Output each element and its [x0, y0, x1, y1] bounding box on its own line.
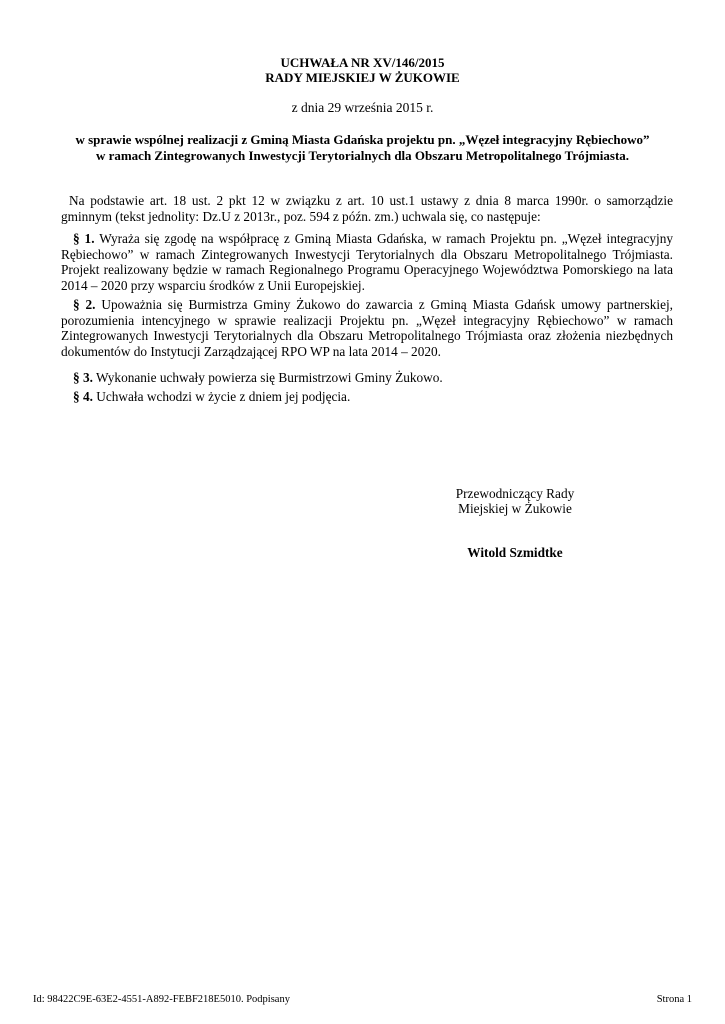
resolution-number: UCHWAŁA NR XV/146/2015: [280, 55, 445, 70]
paragraph-marker: § 4.: [73, 389, 93, 404]
council-name: RADY MIEJSKIEJ W ŻUKOWIE: [265, 70, 460, 85]
page-number-footer: Strona 1: [656, 994, 692, 1005]
paragraph-text: Upoważnia się Burmistrza Gminy Żukowo do zawarcia z Gminą Miasta Gdańsk umowy partnerskiej, porozumienia intencyjnego w sprawie realizacji Projektu pn. „Węzeł integracyjny Rębiechowo” w ramach Zintegrowanych Inwestycji Terytorialnych dla Obszaru Metropolitalnego Trójmiasta oraz złożenia niezbędnych dokumentów do Instytucji Zarządzającej RPO WP na lata 2014 – 2020.: [61, 297, 673, 359]
paragraph-3: [61, 370, 673, 386]
paragraph-4: [61, 389, 673, 405]
paragraph-marker: § 1.: [73, 231, 95, 246]
signatory-name: Witold Szmidtke: [467, 545, 563, 560]
subject-line-1: w sprawie wspólnej realizacji z Gminą Miasta Gdańska projektu pn. „Węzeł integracyjny Rębiechowo”: [75, 132, 650, 147]
paragraph-text: Uchwała wchodzi w życie z dniem jej podjęcia.: [92, 389, 351, 404]
paragraph-1: [61, 231, 673, 293]
resolution-date: z dnia 29 września 2015 r.: [291, 100, 434, 115]
subject-line-2: w ramach Zintegrowanych Inwestycji Terytorialnych dla Obszaru Metropolitalnego Trójmiasta.: [95, 148, 630, 163]
paragraph-marker: § 3.: [73, 370, 93, 385]
signatory-role-line-2: Miejskiej w Żukowie: [458, 501, 572, 516]
paragraph-text: Wyraża się zgodę na współpracę z Gminą Miasta Gdańska, w ramach Projektu pn. „Węzeł integracyjny Rębiechowo” w ramach Zintegrowanych Inwestycji Terytorialnych dla Obszaru Metropolitalnego Trójmiasta. Projekt realizowany będzie w ramach Regionalnego Programu Operacyjnego Województwa Pomorskiego na lata 2014 – 2020 przy wsparciu środków z Unii Europejskiej.: [61, 231, 673, 293]
preamble: Na podstawie art. 18 ust. 2 pkt 12 w związku z art. 10 ust.1 ustawy z dnia 8 marca 1990r. o samorządzie gminnym (tekst jednolity: Dz.U z 2013r., poz. 594 z późn. zm.) uchwala się, co następuje:: [61, 193, 673, 224]
paragraph-marker: § 2.: [73, 297, 96, 312]
paragraph-text: Wykonanie uchwały powierza się Burmistrzowi Gminy Żukowo.: [92, 370, 443, 385]
paragraph-2: [61, 297, 673, 359]
signatory-role-line-1: Przewodniczący Rady: [455, 486, 575, 501]
document-id-footer: Id: 98422C9E-63E2-4551-A892-FEBF218E5010. Podpisany: [33, 994, 290, 1005]
